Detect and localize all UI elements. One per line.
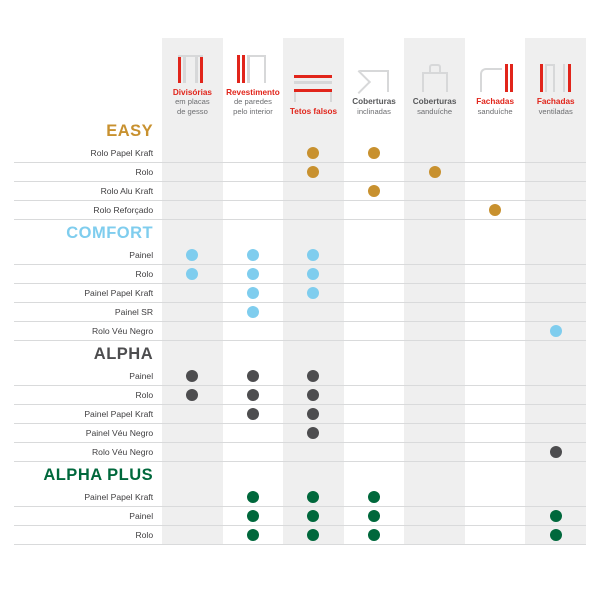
availability-dot [186,268,198,280]
matrix-cell-filled [223,367,284,386]
matrix-cell-empty [223,424,284,443]
matrix-table [14,38,586,545]
matrix-cell-empty [283,201,344,220]
matrix-cell-filled [162,386,223,405]
matrix-cell-filled [283,265,344,284]
product-row-label: Rolo Véu Negro [14,322,162,341]
matrix-cell-empty [283,182,344,201]
table-row [14,526,586,545]
matrix-cell-filled [344,488,405,507]
matrix-cell-filled [283,488,344,507]
category-header-7 [525,38,586,118]
matrix-cell-empty [162,443,223,462]
matrix-cell-empty [344,424,405,443]
matrix-cell-empty [465,507,526,526]
availability-dot [307,370,319,382]
matrix-cell-filled [223,507,284,526]
table-row [14,443,586,462]
table-row [14,405,586,424]
group-spacer-cell [162,462,223,489]
availability-dot [186,249,198,261]
matrix-cell-filled [283,405,344,424]
category-header-4 [344,38,405,118]
matrix-cell-filled [283,424,344,443]
matrix-cell-empty [525,144,586,163]
group-spacer-cell [465,462,526,489]
table-row [14,246,586,265]
matrix-cell-empty [404,386,465,405]
table-row [14,488,586,507]
category-icon-wrap-1 [162,45,223,83]
matrix-cell-empty [344,367,405,386]
matrix-cell-empty [525,265,586,284]
matrix-cell-empty [525,182,586,201]
availability-dot [307,147,319,159]
category-subtitle: de paredes [233,97,272,106]
group-spacer-cell [404,462,465,489]
group-spacer-cell [344,462,405,489]
matrix-cell-empty [162,163,223,182]
matrix-cell-empty [404,424,465,443]
availability-dot [368,510,380,522]
matrix-cell-filled [223,303,284,322]
product-row-label: Painel [14,246,162,265]
group-spacer-cell [162,341,223,368]
matrix-cell-empty [162,322,223,341]
group-row [14,341,586,368]
group-spacer-cell [283,220,344,247]
table-row [14,367,586,386]
matrix-cell-empty [162,507,223,526]
table-row [14,507,586,526]
matrix-cell-filled [223,246,284,265]
group-spacer-cell [465,220,526,247]
group-spacer-cell [223,220,284,247]
availability-dot [550,510,562,522]
matrix-cell-filled [525,322,586,341]
matrix-cell-filled [525,507,586,526]
matrix-cell-empty [283,322,344,341]
header-corner-blank [14,38,162,118]
product-row-label: Rolo [14,163,162,182]
matrix-cell-empty [404,144,465,163]
matrix-cell-empty [223,163,284,182]
matrix-cell-empty [525,424,586,443]
matrix-cell-empty [162,424,223,443]
matrix-cell-empty [465,443,526,462]
matrix-cell-empty [465,386,526,405]
table-row [14,144,586,163]
matrix-cell-empty [344,284,405,303]
matrix-cell-filled [283,526,344,545]
availability-dot [247,389,259,401]
category-header-row [14,38,586,118]
matrix-cell-empty [465,246,526,265]
availability-dot [247,529,259,541]
matrix-header [14,38,586,118]
category-header-2 [223,38,284,118]
matrix-cell-filled [404,163,465,182]
matrix-cell-empty [465,284,526,303]
matrix-cell-empty [223,322,284,341]
matrix-cell-filled [223,386,284,405]
category-subtitle: pelo interior [233,106,273,116]
category-icon-wrap-7 [525,54,586,92]
matrix-cell-empty [404,405,465,424]
matrix-cell-empty [465,405,526,424]
group-spacer-cell [344,118,405,144]
group-spacer-cell [525,220,586,247]
group-spacer-cell [525,341,586,368]
product-row-label: Painel Papel Kraft [14,488,162,507]
product-row-label: Painel Véu Negro [14,424,162,443]
group-spacer-cell [404,341,465,368]
matrix-cell-empty [465,303,526,322]
matrix-cell-empty [162,201,223,220]
matrix-cell-filled [283,367,344,386]
category-header-1 [162,38,223,118]
table-row [14,386,586,405]
matrix-cell-empty [344,322,405,341]
table-row [14,265,586,284]
matrix-cell-empty [344,246,405,265]
availability-dot [307,510,319,522]
product-row-label: Painel [14,507,162,526]
availability-dot [247,370,259,382]
matrix-cell-empty [283,443,344,462]
table-row [14,303,586,322]
group-row [14,462,586,489]
matrix-cell-empty [344,405,405,424]
category-icon-wrap-5 [404,54,465,92]
category-subtitle: inclinadas [357,106,391,116]
matrix-cell-filled [283,246,344,265]
table-row [14,322,586,341]
category-icon-wrap-6 [465,54,526,92]
group-row [14,220,586,247]
group-spacer-cell [404,118,465,144]
availability-dot [368,529,380,541]
false-ceiling-icon [290,68,336,102]
matrix-cell-empty [525,386,586,405]
product-row-label: Rolo Papel Kraft [14,144,162,163]
matrix-cell-empty [344,163,405,182]
category-header-3 [283,38,344,118]
category-title: Fachadas [476,97,515,106]
product-row-label: Painel [14,367,162,386]
availability-dot [247,287,259,299]
matrix-cell-filled [344,182,405,201]
category-header-5 [404,38,465,118]
matrix-cell-empty [465,265,526,284]
matrix-cell-empty [525,284,586,303]
matrix-cell-empty [344,201,405,220]
availability-dot [186,370,198,382]
sandwich-facade-icon [472,58,518,92]
matrix-cell-empty [162,405,223,424]
availability-dot [550,446,562,458]
availability-dot [368,147,380,159]
availability-dot [307,408,319,420]
matrix-cell-empty [525,163,586,182]
product-row-label: Rolo [14,386,162,405]
matrix-cell-empty [404,443,465,462]
category-subtitle: em placas [175,97,210,106]
matrix-cell-empty [162,303,223,322]
matrix-cell-empty [465,182,526,201]
group-spacer-cell [283,462,344,489]
interior-wall-lining-icon [230,49,276,83]
availability-dot [247,306,259,318]
availability-dot [307,249,319,261]
group-spacer-cell [344,341,405,368]
product-row-label: Rolo Reforçado [14,201,162,220]
product-row-label: Rolo [14,265,162,284]
group-spacer-cell [223,462,284,489]
matrix-cell-empty [344,265,405,284]
matrix-cell-empty [162,284,223,303]
table-row [14,284,586,303]
matrix-cell-empty [223,144,284,163]
category-header-6 [465,38,526,118]
group-spacer-cell [465,341,526,368]
matrix-cell-filled [283,386,344,405]
matrix-cell-filled [525,526,586,545]
matrix-cell-empty [162,526,223,545]
matrix-cell-empty [465,322,526,341]
availability-dot [247,491,259,503]
availability-dot [307,529,319,541]
product-row-label: Rolo Véu Negro [14,443,162,462]
matrix-cell-empty [223,201,284,220]
category-subtitle: ventiladas [538,106,573,116]
availability-dot [489,204,501,216]
availability-dot [550,529,562,541]
matrix-cell-filled [223,526,284,545]
product-row-label: Painel Papel Kraft [14,405,162,424]
group-name: ALPHA [93,344,154,363]
group-spacer-cell [465,118,526,144]
ventilated-facade-icon [533,58,579,92]
availability-dot [307,268,319,280]
matrix-cell-empty [525,405,586,424]
availability-dot [186,389,198,401]
matrix-cell-empty [223,182,284,201]
matrix-cell-empty [404,322,465,341]
matrix-cell-empty [404,265,465,284]
group-spacer-cell [283,118,344,144]
category-title: Coberturas [412,97,457,106]
matrix-cell-empty [162,488,223,507]
matrix-cell-filled [223,405,284,424]
availability-dot [247,249,259,261]
matrix-cell-filled [283,284,344,303]
matrix-cell-empty [404,182,465,201]
matrix-cell-filled [162,246,223,265]
category-icon-wrap-4 [344,54,405,92]
availability-dot [247,268,259,280]
group-name: EASY [106,121,154,140]
matrix-cell-filled [162,265,223,284]
matrix-cell-empty [525,488,586,507]
product-row-label: Rolo Alu Kraft [14,182,162,201]
matrix-cell-empty [465,488,526,507]
matrix-cell-empty [283,303,344,322]
matrix-cell-filled [525,443,586,462]
matrix-cell-empty [525,303,586,322]
product-row-label: Painel SR [14,303,162,322]
group-spacer-cell [344,220,405,247]
availability-dot [247,510,259,522]
category-title: Coberturas [352,97,396,106]
group-spacer-cell [525,118,586,144]
table-row [14,163,586,182]
availability-dot [550,325,562,337]
availability-dot [429,166,441,178]
group-spacer-cell [223,118,284,144]
matrix-cell-empty [162,144,223,163]
product-row-label: Rolo [14,526,162,545]
group-spacer-cell [162,118,223,144]
matrix-cell-empty [465,144,526,163]
table-row [14,424,586,443]
matrix-cell-empty [404,201,465,220]
sandwich-roof-icon [412,58,458,92]
group-name: ALPHA PLUS [43,465,154,484]
group-spacer-cell [283,341,344,368]
matrix-cell-empty [404,284,465,303]
product-row-label: Painel Papel Kraft [14,284,162,303]
matrix-cell-empty [404,246,465,265]
table-row [14,182,586,201]
availability-dot [307,166,319,178]
group-spacer-cell [525,462,586,489]
matrix-cell-empty [404,303,465,322]
category-subtitle: sanduíche [417,106,453,116]
matrix-cell-empty [344,303,405,322]
matrix-cell-filled [465,201,526,220]
matrix-cell-empty [404,526,465,545]
pitched-roof-icon [351,58,397,92]
matrix-cell-empty [525,246,586,265]
matrix-cell-filled [223,265,284,284]
matrix-cell-filled [344,507,405,526]
category-subtitle: de gesso [176,106,208,116]
category-title: Tetos falsos [289,106,338,116]
matrix-cell-empty [465,163,526,182]
matrix-cell-filled [344,144,405,163]
matrix-cell-empty [404,367,465,386]
group-spacer-cell [162,220,223,247]
matrix-cell-filled [344,526,405,545]
matrix-cell-empty [344,386,405,405]
matrix-cell-filled [283,163,344,182]
matrix-body [14,118,586,545]
matrix-cell-filled [223,488,284,507]
availability-dot [307,427,319,439]
table-row [14,201,586,220]
category-title: Revestimento [226,87,280,97]
category-subtitle: sanduíche [477,106,513,116]
matrix-cell-empty [223,443,284,462]
group-spacer-cell [404,220,465,247]
matrix-cell-filled [223,284,284,303]
matrix-cell-empty [344,443,405,462]
group-row [14,118,586,144]
availability-dot [368,185,380,197]
category-icon-wrap-3 [283,64,344,102]
matrix-cell-empty [465,526,526,545]
availability-dot [247,408,259,420]
category-icon-wrap-2 [223,45,284,83]
availability-dot [368,491,380,503]
partition-wall-icon [169,49,215,83]
availability-dot [307,389,319,401]
matrix-cell-filled [283,144,344,163]
matrix-cell-empty [404,488,465,507]
category-title: Divisórias [172,87,212,97]
matrix-cell-empty [162,182,223,201]
matrix-cell-filled [283,507,344,526]
availability-dot [307,491,319,503]
category-title: Fachadas [536,97,575,106]
matrix-cell-empty [465,424,526,443]
matrix-cell-empty [465,367,526,386]
matrix-cell-empty [404,507,465,526]
matrix-cell-filled [162,367,223,386]
group-name: COMFORT [66,223,154,242]
group-spacer-cell [223,341,284,368]
matrix-cell-empty [525,367,586,386]
availability-dot [307,287,319,299]
matrix-cell-empty [525,201,586,220]
